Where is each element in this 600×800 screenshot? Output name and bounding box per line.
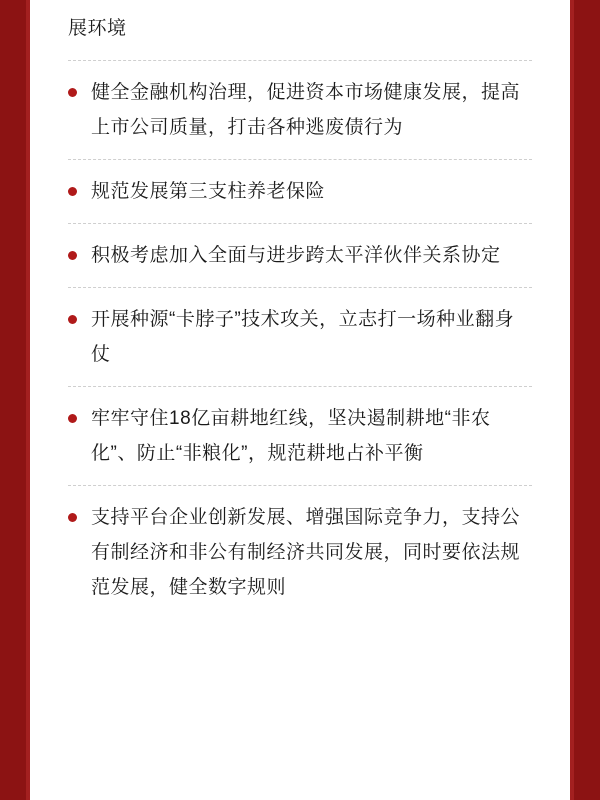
continued-paragraph: 展环境 <box>68 18 127 39</box>
list-item <box>68 500 532 605</box>
list-item <box>68 238 532 273</box>
right-red-border <box>570 0 600 800</box>
divider <box>68 386 532 387</box>
list-item-text: 开展种源“卡脖子”技术攻关，立志打一场种业翻身仗 <box>91 309 515 365</box>
divider <box>68 60 532 61</box>
list-item-text: 牢牢守住18亿亩耕地红线，坚决遏制耕地“非农化”、防止“非粮化”，规范耕地占补平衡 <box>91 408 491 464</box>
list-item <box>68 401 532 471</box>
list-item-text: 积极考虑加入全面与进步跨太平洋伙伴关系协定 <box>91 245 501 266</box>
divider <box>68 485 532 486</box>
list-item-text: 规范发展第三支柱养老保险 <box>91 181 326 202</box>
list-item <box>68 174 532 209</box>
bullet-icon <box>68 88 77 97</box>
list-item-text: 支持平台企业创新发展、增强国际竞争力，支持公有制经济和非公有制经济共同发展，同时要依法规范发展，健全数字规则 <box>91 507 521 598</box>
bullet-icon <box>68 251 77 260</box>
list-item-text: 健全金融机构治理，促进资本市场健康发展，提高上市公司质量，打击各种逃废债行为 <box>91 82 521 138</box>
bullet-icon <box>68 513 77 522</box>
bullet-icon <box>68 414 77 423</box>
divider <box>68 287 532 288</box>
bullet-icon <box>68 315 77 324</box>
left-red-border <box>0 0 30 800</box>
divider <box>68 223 532 224</box>
divider <box>68 159 532 160</box>
list-item <box>68 75 532 145</box>
document-content <box>30 0 570 800</box>
list-item <box>68 302 532 372</box>
bullet-icon <box>68 187 77 196</box>
